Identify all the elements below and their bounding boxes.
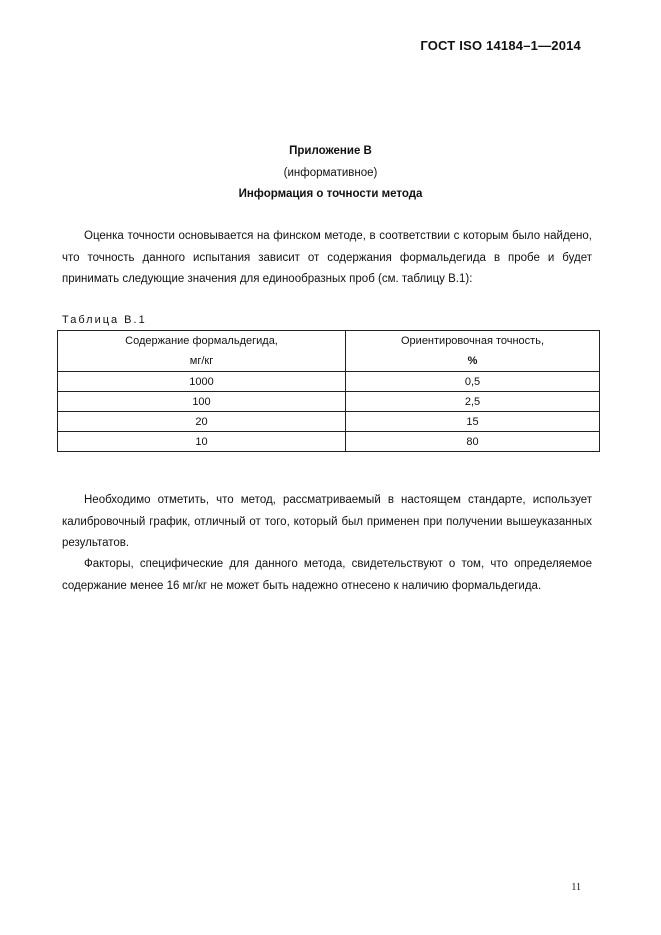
table-row — [58, 432, 600, 452]
cell-content: 10 — [58, 432, 346, 452]
cell-content: 20 — [58, 412, 346, 432]
header-content — [58, 331, 346, 372]
cell-content: 100 — [58, 392, 346, 412]
header-content-unit: мг/кг — [189, 355, 214, 367]
header-precision-unit: % — [467, 355, 478, 367]
paragraph-note-calibration: Необходимо отметить, что метод, рассматриваемый в настоящем стандарте, использует калибровочный график, отличный от того, который был применен при получении вышеуказанных результатов. — [62, 494, 592, 549]
header-precision — [346, 331, 600, 372]
appendix-title: Приложение В — [289, 145, 372, 157]
appendix-heading: Информация о точности метода — [238, 188, 423, 200]
header-content-label: Содержание формальдегида, — [125, 335, 278, 347]
table-row — [58, 412, 600, 432]
cell-precision: 0,5 — [346, 372, 600, 392]
table-header-row — [58, 331, 600, 372]
page-number: 11 — [571, 882, 581, 893]
table-row — [58, 372, 600, 392]
cell-precision: 2,5 — [346, 392, 600, 412]
table-caption: Таблица В.1 — [62, 314, 147, 326]
appendix-type: (информативное) — [283, 167, 378, 179]
standard-code: ГОСТ ISO 14184–1—2014 — [420, 38, 581, 53]
table-row — [58, 392, 600, 412]
cell-precision: 15 — [346, 412, 600, 432]
cell-content: 1000 — [58, 372, 346, 392]
paragraph-intro: Оценка точности основывается на финском методе, в соответствии с которым было найдено, что точность данного испытания зависит от содержания формальдегида в пробе и будет принимать следующие значения для единообразных проб (см. таблицу В.1): — [62, 230, 592, 285]
header-precision-label: Ориентировочная точность, — [401, 335, 544, 347]
paragraph-note-factors: Факторы, специфические для данного метода, свидетельствуют о том, что определяемое содержание менее 16 мг/кг не может быть надежно отнесено к наличию формальдегида. — [62, 558, 592, 592]
cell-precision: 80 — [346, 432, 600, 452]
precision-table — [57, 330, 600, 452]
